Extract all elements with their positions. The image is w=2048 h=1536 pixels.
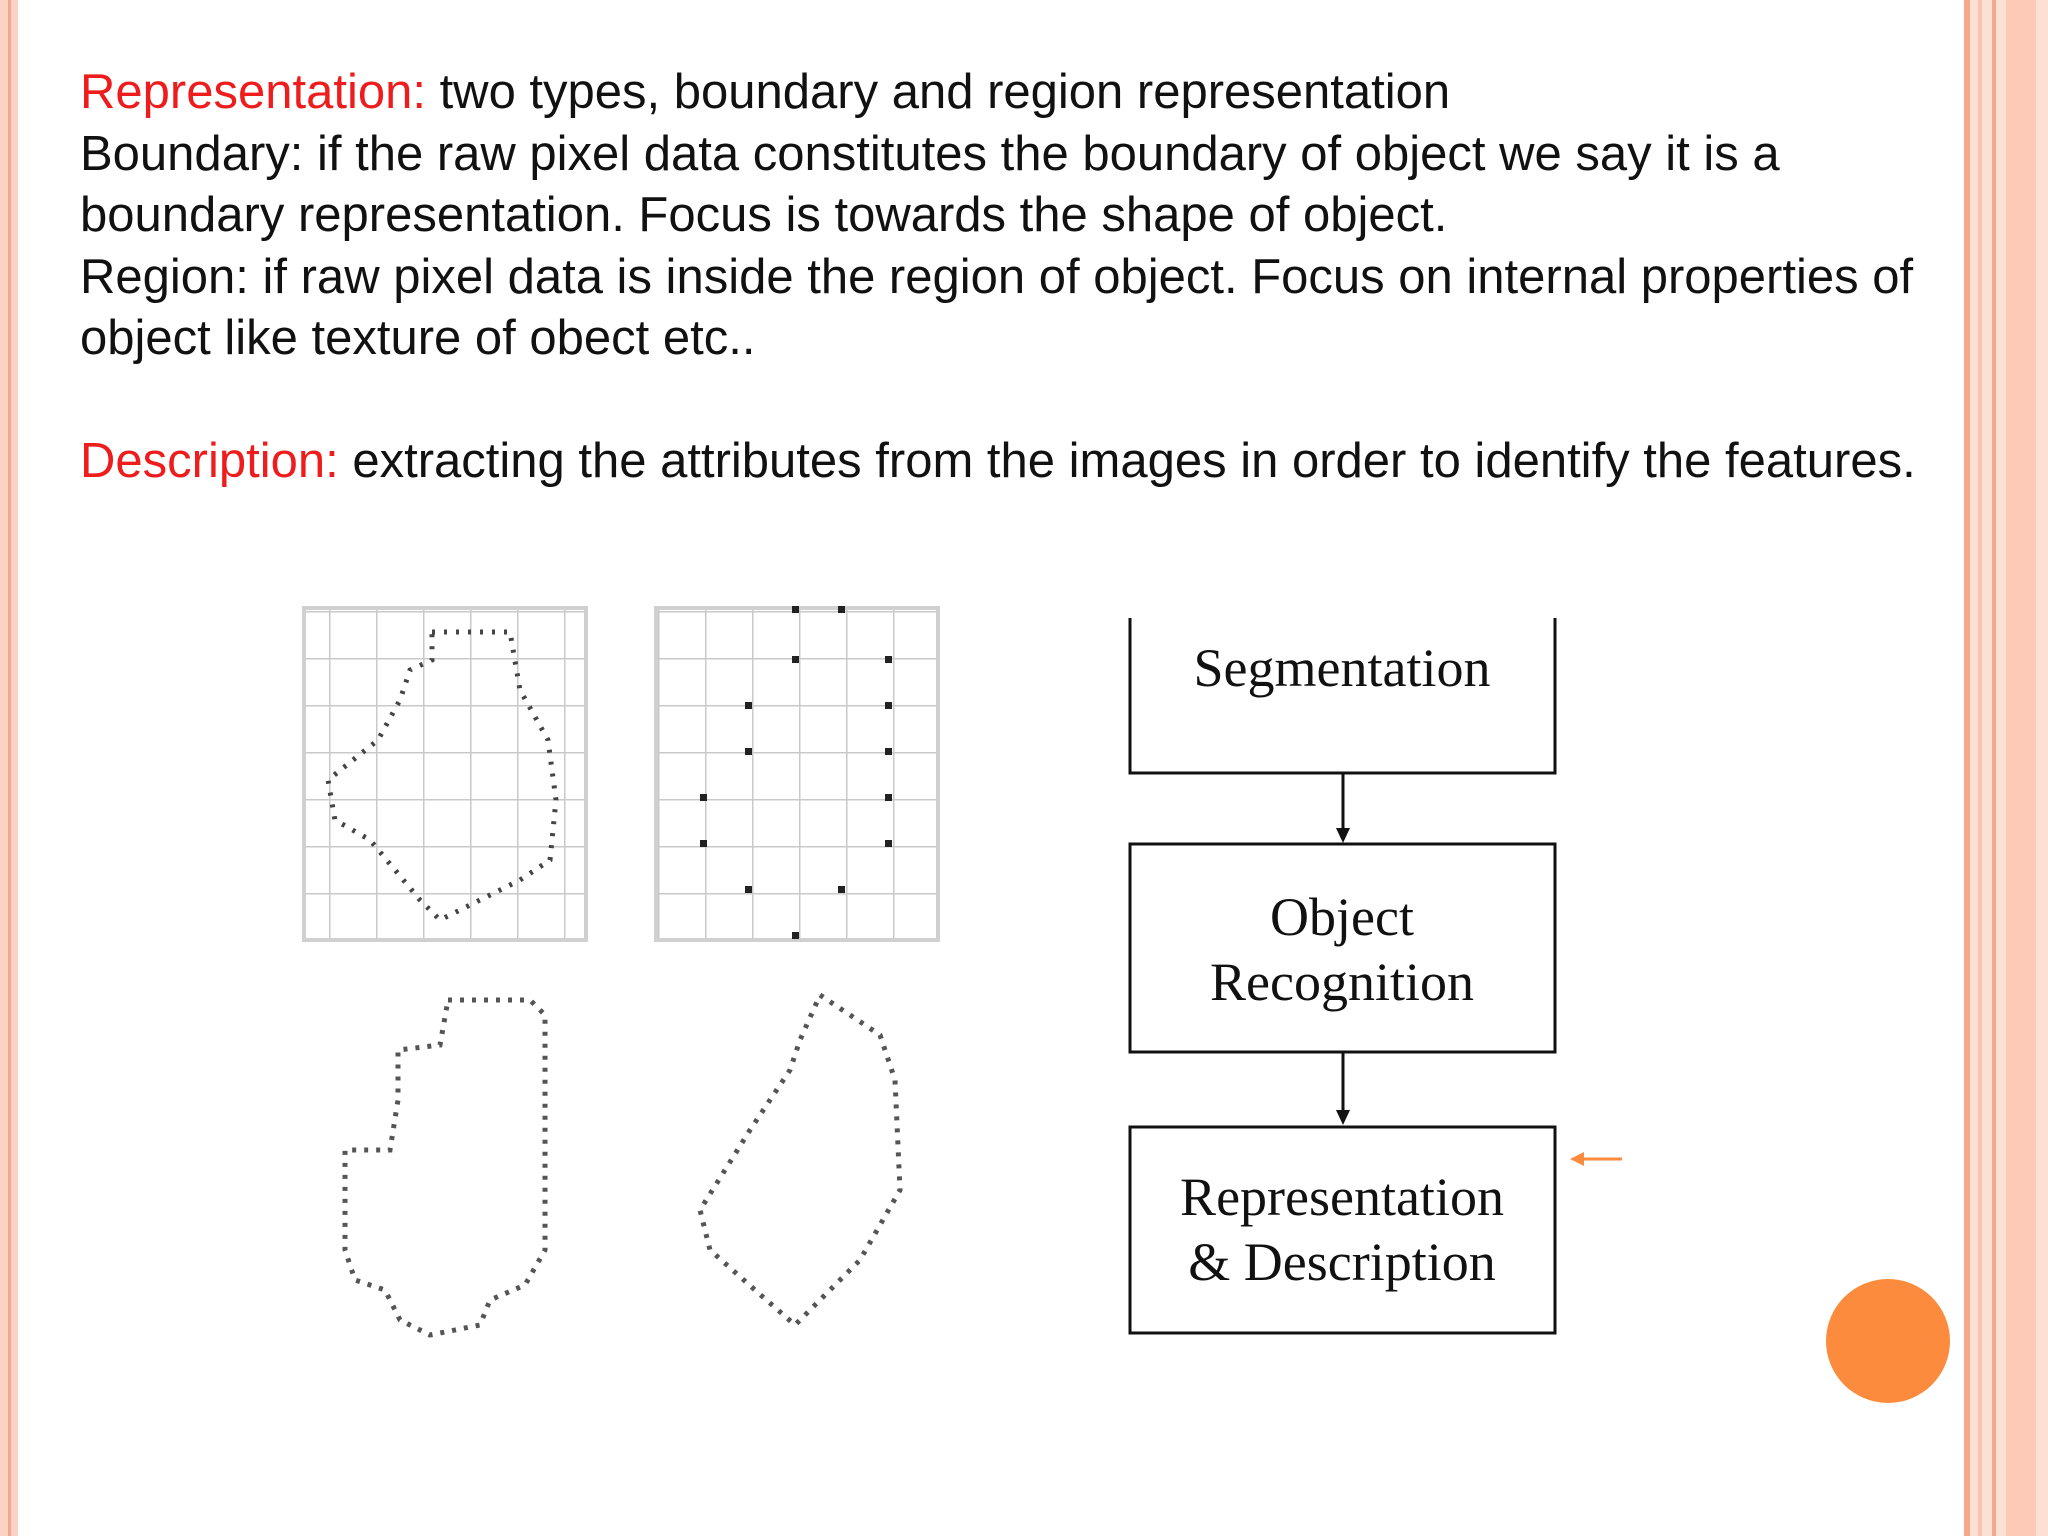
representation-label-2: & Description (1188, 1232, 1496, 1292)
term-representation: Representation: (80, 65, 426, 119)
paragraph-text: two types, boundary and region representation (425, 65, 1451, 119)
paragraph-text: extracting the attributes from the images in order to identify the features. (338, 433, 1916, 488)
term-description: Description: (80, 433, 339, 488)
flow-arrow-head (1336, 1110, 1350, 1125)
flow-arrow-head (1336, 828, 1350, 843)
object-recognition-label-1: Object (1270, 887, 1414, 947)
stepped-outline-figure (345, 1000, 545, 1335)
paragraph-boundary: Boundary: if the raw pixel data constitutes the boundary of object we say it is a boundary representation. Focus is towards the shape of object. (80, 126, 1780, 242)
decorative-orange-circle (1826, 1279, 1950, 1403)
pointer-arrow-head (1570, 1152, 1584, 1166)
flowchart (1130, 618, 1622, 1333)
object-recognition-label-2: Recognition (1210, 952, 1474, 1012)
representation-description-box (1130, 1127, 1555, 1333)
grid-boundary-figure (304, 608, 586, 940)
segmentation-label: Segmentation (1193, 638, 1491, 698)
grid-points-figure (656, 606, 938, 940)
paragraph-region: Region: if raw pixel data is inside the region of object. Focus on internal properties of object like texture of obect etc.. (80, 249, 1914, 365)
smoothed-outline-figure (700, 995, 900, 1325)
object-recognition-box (1130, 844, 1555, 1052)
representation-label-1: Representation (1180, 1167, 1504, 1227)
